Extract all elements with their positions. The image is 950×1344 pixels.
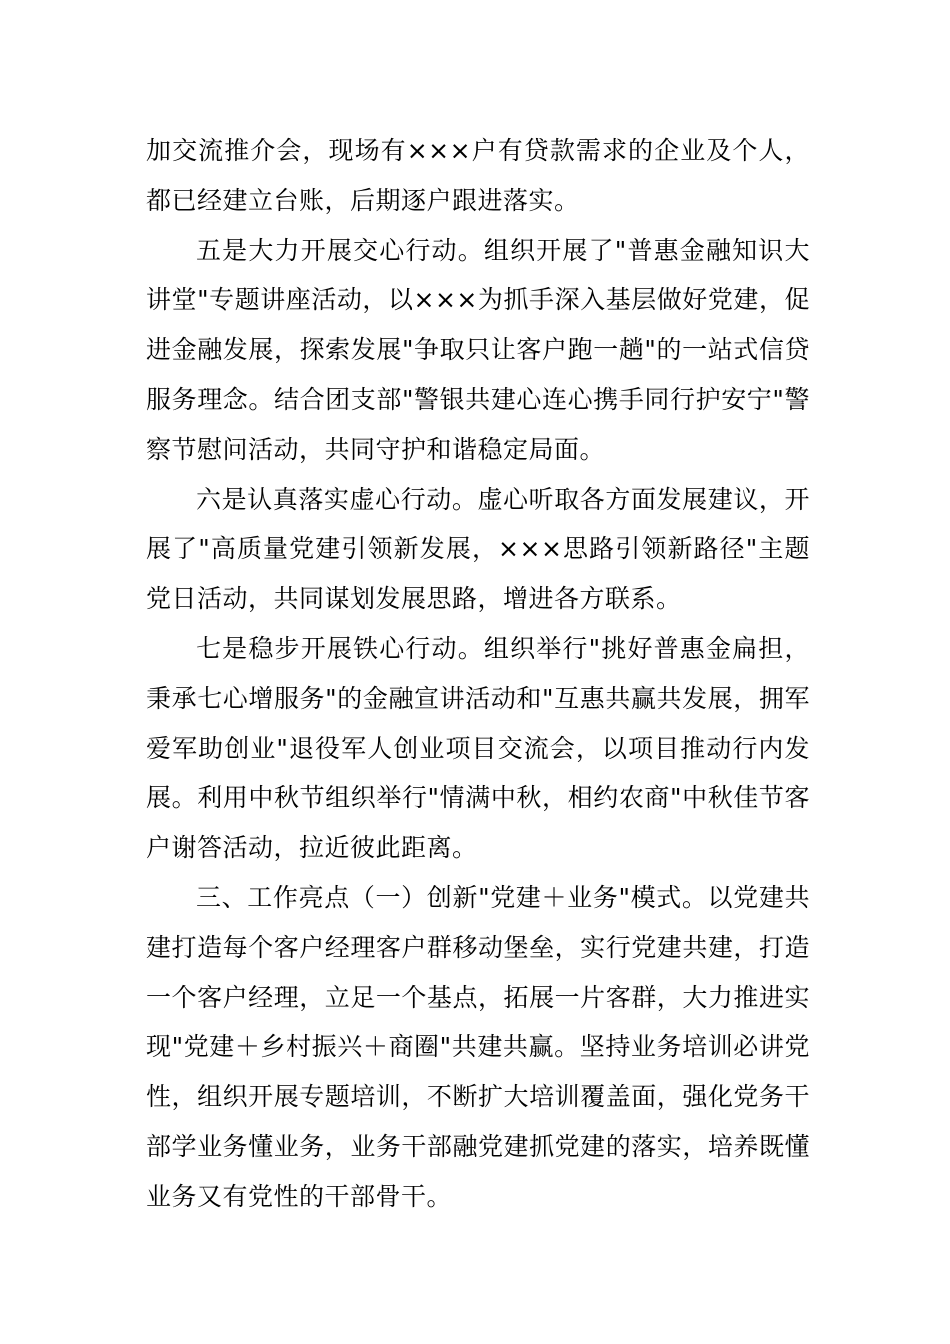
document-body: [146, 126, 810, 1222]
paragraph-item-five: 五是大力开展交心行动。组织开展了"普惠金融知识大讲堂"专题讲座活动，以×××为抓手深入基层做好党建，促进金融发展，探索发展"争取只让客户跑一趟"的一站式信贷服务理念。结合团支部"警银共建心连心携手同行护安宁"警察节慰问活动，共同守护和谐稳定局面。: [146, 235, 810, 464]
paragraph-continuation: 加交流推介会，现场有×××户有贷款需求的企业及个人，都已经建立台账，后期逐户跟进落实。: [146, 136, 810, 215]
paragraph-section-three-highlights: 三、工作亮点（一）创新"党建＋业务"模式。以党建共建打造每个客户经理客户群移动堡垒，实行党建共建，打造一个客户经理，立足一个基点，拓展一片客群，大力推进实现"党建＋乡村振兴＋商圈"共建共赢。坚持业务培训必讲党性，组织开展专题培训，不断扩大培训覆盖面，强化党务干部学业务懂业务，业务干部融党建抓党建的落实，培养既懂业务又有党性的干部骨干。: [146, 882, 810, 1211]
paragraph-item-six: 六是认真落实虚心行动。虚心听取各方面发展建议，开展了"高质量党建引领新发展，×××思路引领新路径"主题党日活动，共同谋划发展思路，增进各方联系。: [146, 484, 810, 614]
paragraph-item-seven: 七是稳步开展铁心行动。组织举行"挑好普惠金扁担，秉承七心增服务"的金融宣讲活动和"互惠共赢共发展，拥军爱军助创业"退役军人创业项目交流会，以项目推动行内发展。利用中秋节组织举行"情满中秋，相约农商"中秋佳节客户谢答活动，拉近彼此距离。: [146, 633, 810, 863]
